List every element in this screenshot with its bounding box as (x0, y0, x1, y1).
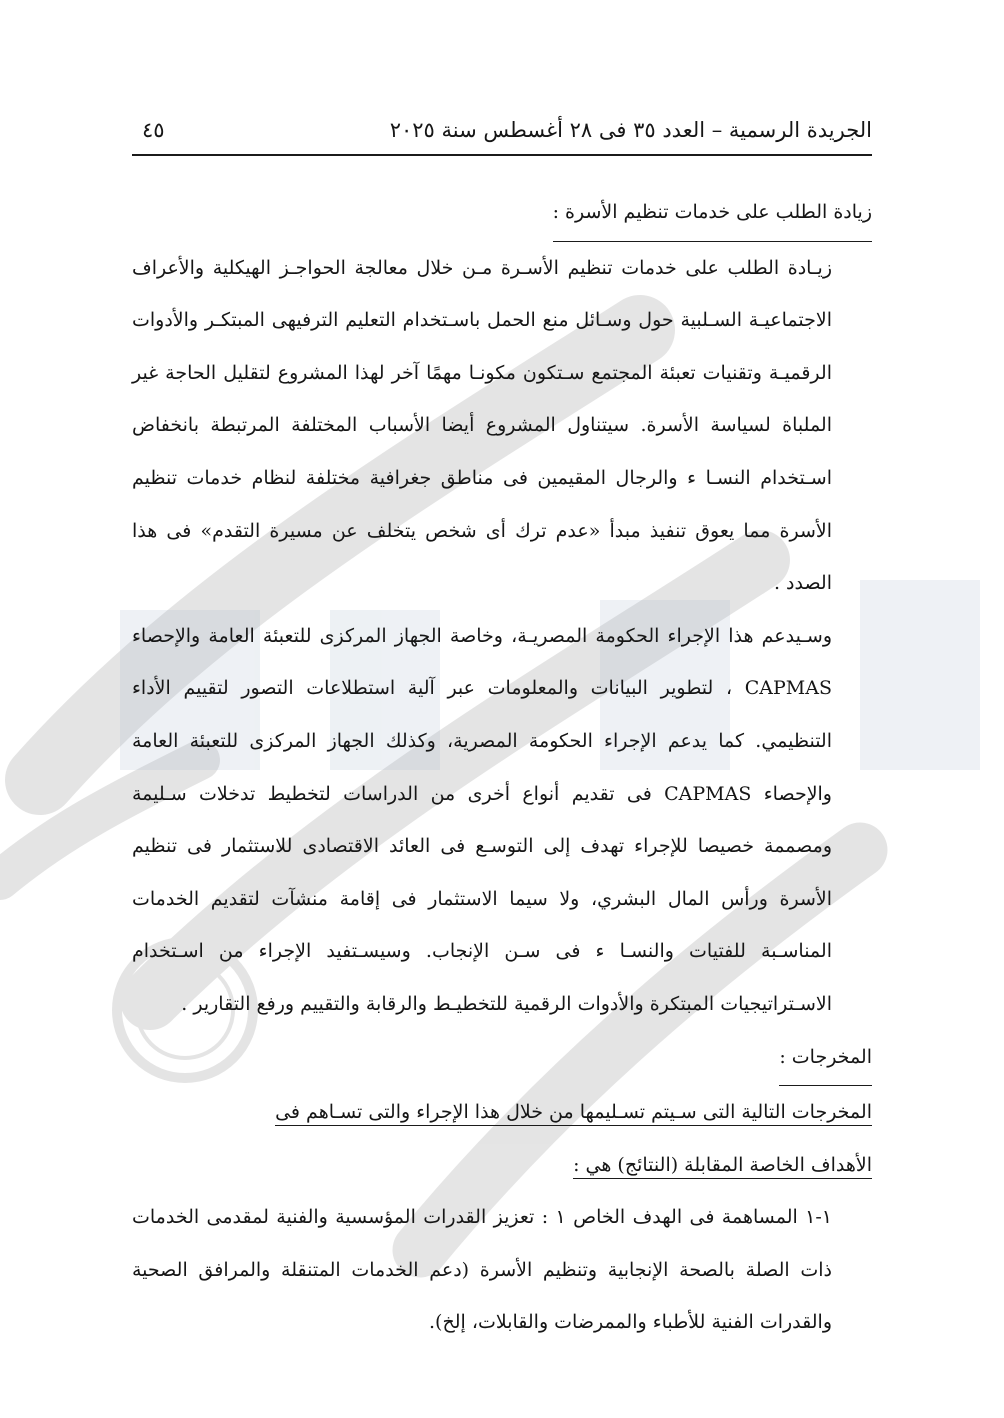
output-item-1-1: ١-١ المساهمة فى الهدف الخاص ١ : تعزيز القدرات المؤسسية والفنية لمقدمى الخدمات ذات الصلة بالصحة الإنجابية وتنظيم الأسرة (دعم الخدمات المتنقلة والمرافق الصحية والقدرات الفنية للأطباء والممرضات والقابلات، إلخ). (132, 1206, 833, 1334)
section-heading-outputs: المخرجات : (779, 1031, 872, 1087)
paragraph-demand: زيـادة الطلب على خدمات تنظيم الأسـرة مـن خلال معالجة الحواجـز الهيكلية والأعراف الاجتماعيـة السـلبية حول وسـائل منع الحمل باسـتخدام التعليم الترفيهى المبتكـر والأدوات الرقميـة وتقنيات تعبئة المجتمع سـتكون مكونـا مهمًا آخر لهذا المشروع لتقليل الحاجة غير الملباة لسياسة الأسرة. سيتناول المشروع أيضا الأسباب المختلفة المرتبطة بانخفاض اسـتخدام النسـا ء والرجال المقيمين فى مناطق جغرافية مختلفة لنظام خدمات تنظيم الأسرة مما يعوق تنفيذ مبدأ «عدم ترك أى شخص يتخلف عن مسيرة التقدم» فى هذا الصدد . (132, 256, 832, 595)
document-body (132, 186, 872, 1349)
outputs-intro-line2: الأهداف الخاصة المقابلة (النتائج) هي : (573, 1154, 872, 1179)
outputs-intro-line1: المخرجات التالية التى سـيتم تسـليمها من خلال هذا الإجراء والتى تسـاهم فى (275, 1101, 872, 1126)
page-number: ٤٥ (142, 118, 165, 142)
gazette-title: الجريدة الرسمية – العدد ٣٥ فى ٢٨ أغسطس سنة ٢٠٢٥ (389, 118, 872, 142)
page-header (132, 112, 872, 152)
section-heading-demand: زيادة الطلب على خدمات تنظيم الأسرة : (553, 186, 872, 242)
header-divider (132, 154, 872, 156)
paragraph-support: وسـيدعم هذا الإجراء الحكومة المصريـة، وخاصة الجهاز المركزى للتعبئة العامة والإحصاء CAPMAS ، لتطوير البيانات والمعلومات عبر آلية استطلاعات التصور لتقييم الأداء التنظيمي. كما يدعم الإجراء الحكومة المصرية، وكذلك الجهاز المركزى للتعبئة العامة والإحصاء CAPMAS فى تقديم أنواع أخرى من الدراسات لتخطيط تدخلات سـليمة ومصممة خصيصا للإجراء تهدف إلى التوسـع فى العائد الاقتصادى للاستثمار فى تنظيم الأسرة ورأس المال البشري، ولا سيما الاستثمار فى إقامة منشآت لتقديم الخدمات المناسـبة للفتيات والنسـا ء فى سـن الإنجاب. وسيسـتفيد الإجراء من اسـتخدام الاسـتراتيجيات المبتكرة والأدوات الرقمية للتخطيـط والرقابة والتقييم ورفع التقارير . (132, 624, 832, 1015)
